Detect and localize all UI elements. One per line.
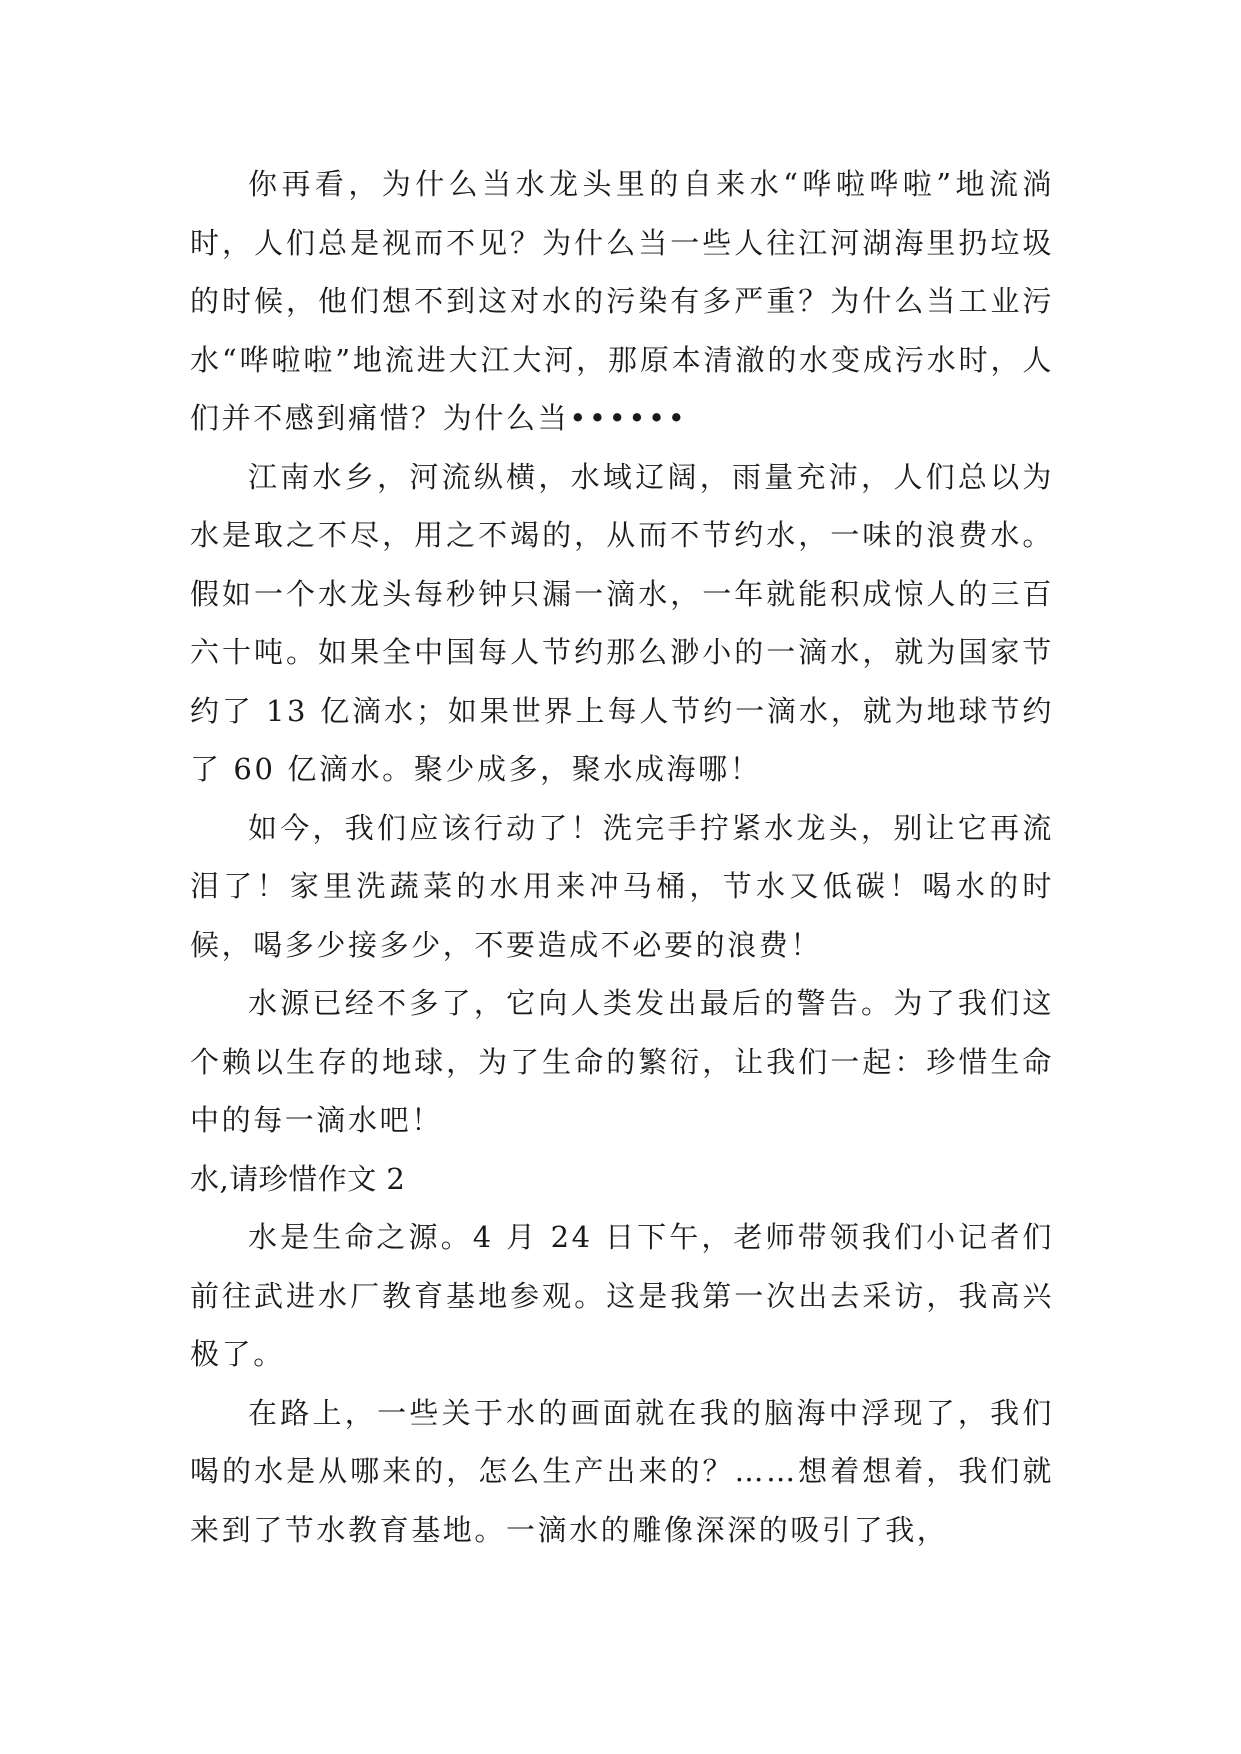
paragraph-6: 在路上，一些关于水的画面就在我的脑海中浮现了，我们喝的水是从哪来的，怎么生产出来的？……想着想着，我们就来到了节水教育基地。一滴水的雕像深深的吸引了我， xyxy=(190,1395,1054,1547)
paragraph-5: 水是生命之源。4 月 24 日下午，老师带领我们小记者们前往武进水厂教育基地参观。这是我第一次出去采访，我高兴极了。 xyxy=(190,1220,1054,1371)
paragraph-1: 你再看，为什么当水龙头里的自来水“哗啦哗啦”地流淌时，人们总是视而不见？为什么当一些人往江河湖海里扔垃圾的时候，他们想不到这对水的污染有多严重？为什么当工业污水“哗啦啦”地流进大江大河，那原本清澈的水变成污水时，人们并不感到痛惜？为什么当•••••• xyxy=(190,167,1054,435)
paragraph-4: 水源已经不多了，它向人类发出最后的警告。为了我们这个赖以生存的地球，为了生命的繁衍，让我们一起：珍惜生命中的每一滴水吧！ xyxy=(190,986,1054,1137)
section-heading: 水,请珍惜作文 2 xyxy=(190,1161,406,1196)
document-body xyxy=(190,155,1054,1559)
paragraph-3: 如今，我们应该行动了！洗完手拧紧水龙头，别让它再流泪了！家里洗蔬菜的水用来冲马桶，节水又低碳！喝水的时候，喝多少接多少，不要造成不必要的浪费！ xyxy=(190,810,1054,962)
paragraph-2: 江南水乡，河流纵横，水域辽阔，雨量充沛，人们总以为水是取之不尽，用之不竭的，从而不节约水，一味的浪费水。假如一个水龙头每秒钟只漏一滴水，一年就能积成惊人的三百六十吨。如果全中国每人节约那么渺小的一滴水，就为国家节约了 13 亿滴水；如果世界上每人节约一滴水，就为地球节约了 60 亿滴水。聚少成多，聚水成海哪！ xyxy=(190,459,1054,786)
